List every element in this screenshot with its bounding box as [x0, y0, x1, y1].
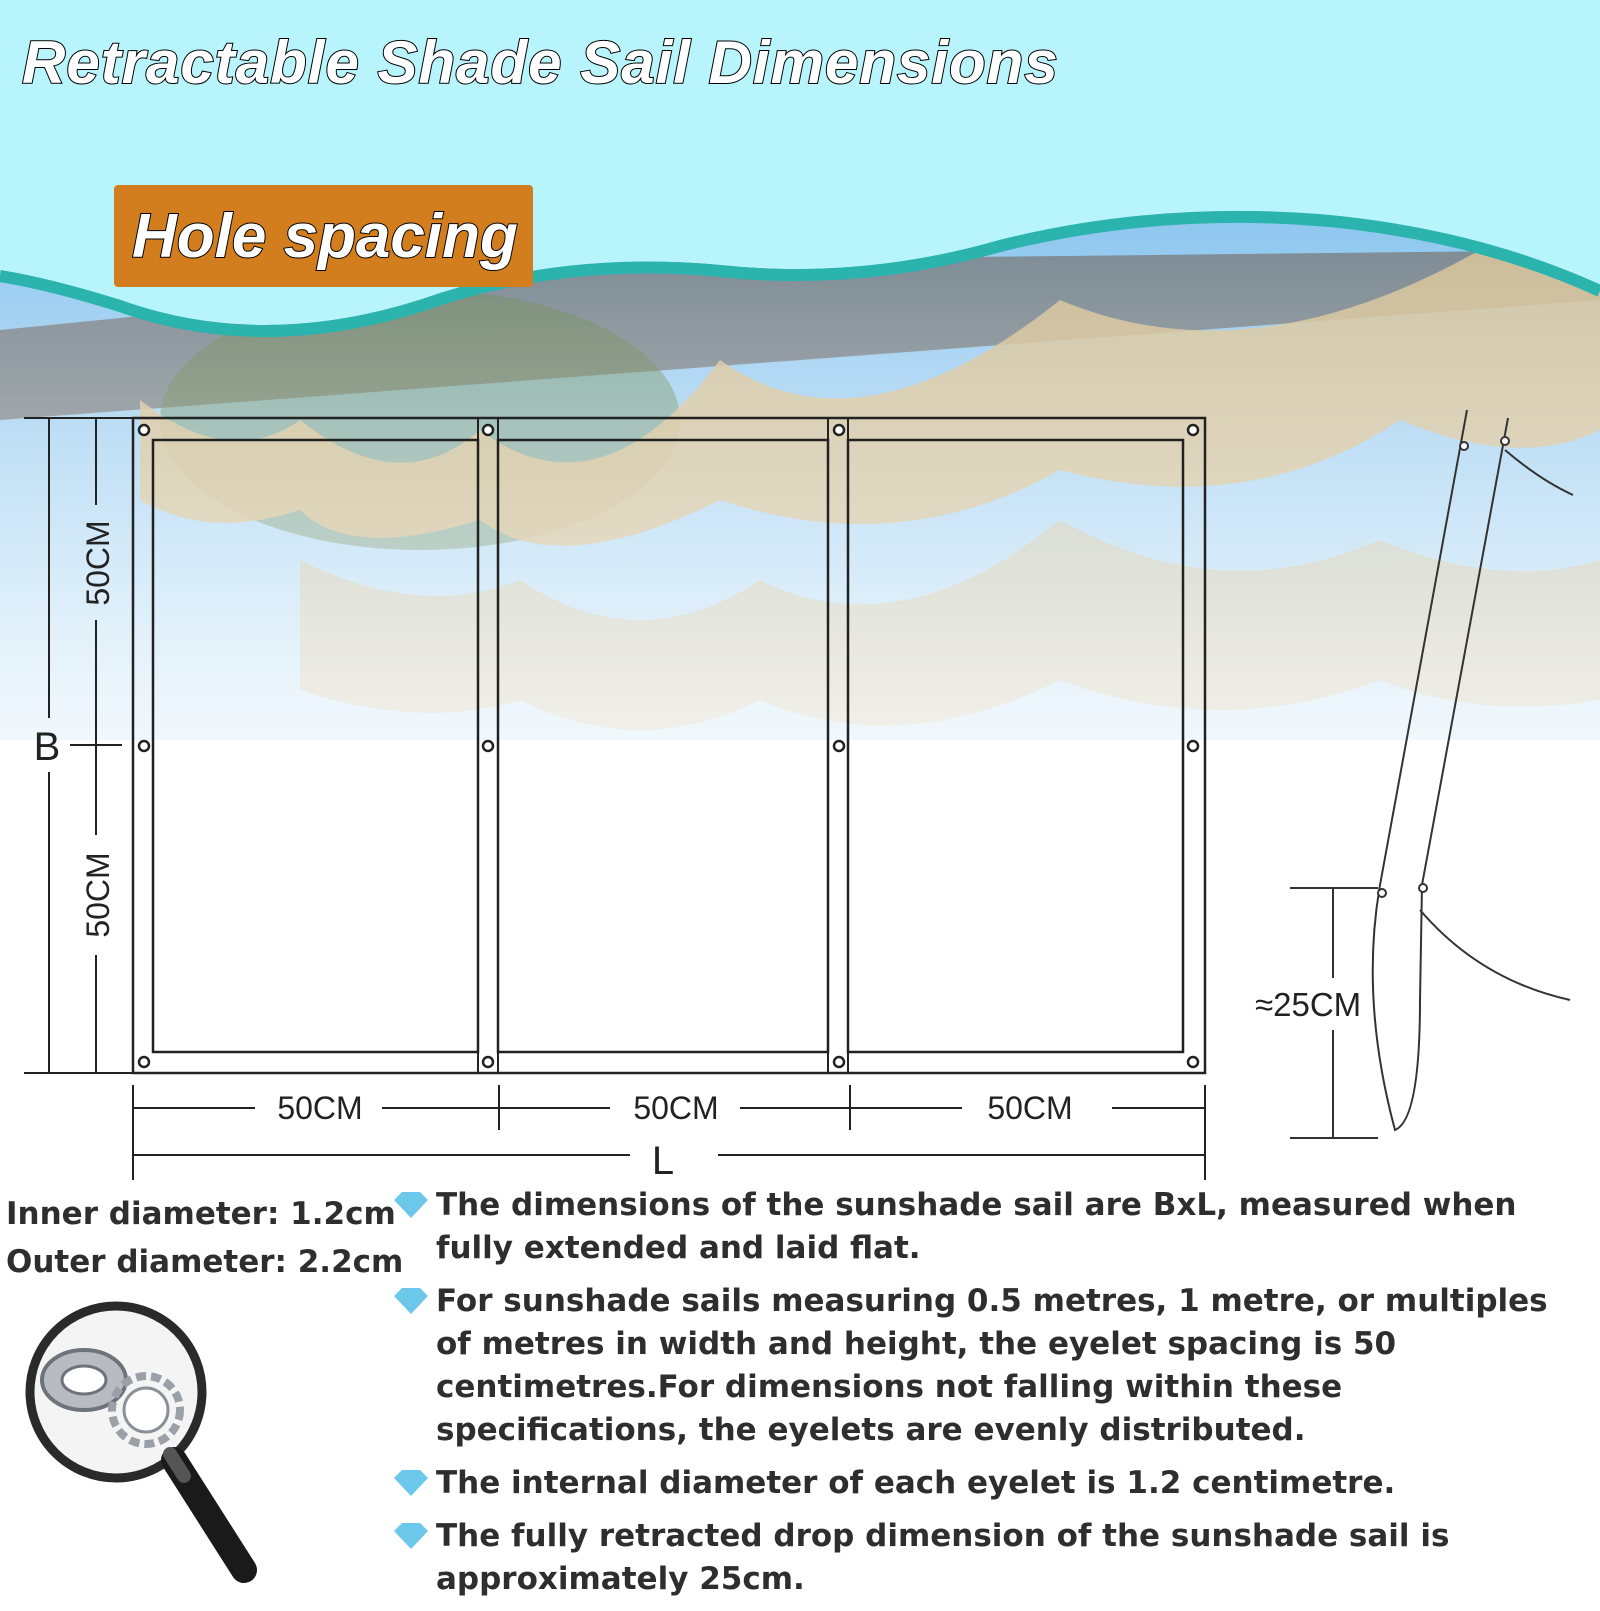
horizontal-dimension-3: 50CM: [987, 1090, 1073, 1126]
eyelet-specs: [6, 1190, 404, 1286]
note-text: The internal diameter of each eyelet is 1.2 centimetre.: [436, 1465, 1396, 1501]
note-item: [390, 1184, 1590, 1270]
magnifier-icon: [24, 1300, 264, 1600]
inner-diameter-text: Inner diameter: 1.2cm: [6, 1196, 396, 1232]
note-text: The dimensions of the sunshade sail are BxL, measured when fully extended and laid flat.: [436, 1187, 1517, 1266]
hole-spacing-label: Hole spacing: [132, 201, 518, 271]
note-item: [390, 1280, 1590, 1452]
note-text: The fully retracted drop dimension of the sunshade sail is approximately 25cm.: [436, 1518, 1450, 1597]
diamond-bullet-icon: [392, 1286, 430, 1316]
note-text: For sunshade sails measuring 0.5 metres, 1 metre, or multiples of metres in width and height, the eyelet spacing is 50 centimetres.For dimensions not falling within these specifications, the eyelets are evenly distributed.: [436, 1283, 1548, 1448]
diamond-bullet-icon: [392, 1468, 430, 1498]
horizontal-dimension-2: 50CM: [633, 1090, 719, 1126]
hole-spacing-badge: [114, 185, 533, 287]
notes-list: [390, 1184, 1590, 1611]
vertical-dimension-lower: 50CM: [80, 852, 116, 938]
outer-diameter-text: Outer diameter: 2.2cm: [6, 1244, 404, 1280]
vertical-dimension-upper: 50CM: [80, 520, 116, 606]
diamond-bullet-icon: [392, 1521, 430, 1551]
note-item: [390, 1462, 1590, 1505]
horizontal-dimension-1: 50CM: [277, 1090, 363, 1126]
height-symbol: B: [33, 725, 61, 769]
diamond-bullet-icon: [392, 1190, 430, 1220]
page-title: Retractable Shade Sail Dimensions: [22, 29, 1059, 96]
note-item: [390, 1515, 1590, 1601]
length-symbol: L: [651, 1139, 675, 1183]
drop-dimension-label: ≈25CM: [1255, 986, 1362, 1023]
photo-fade: [0, 240, 1600, 960]
